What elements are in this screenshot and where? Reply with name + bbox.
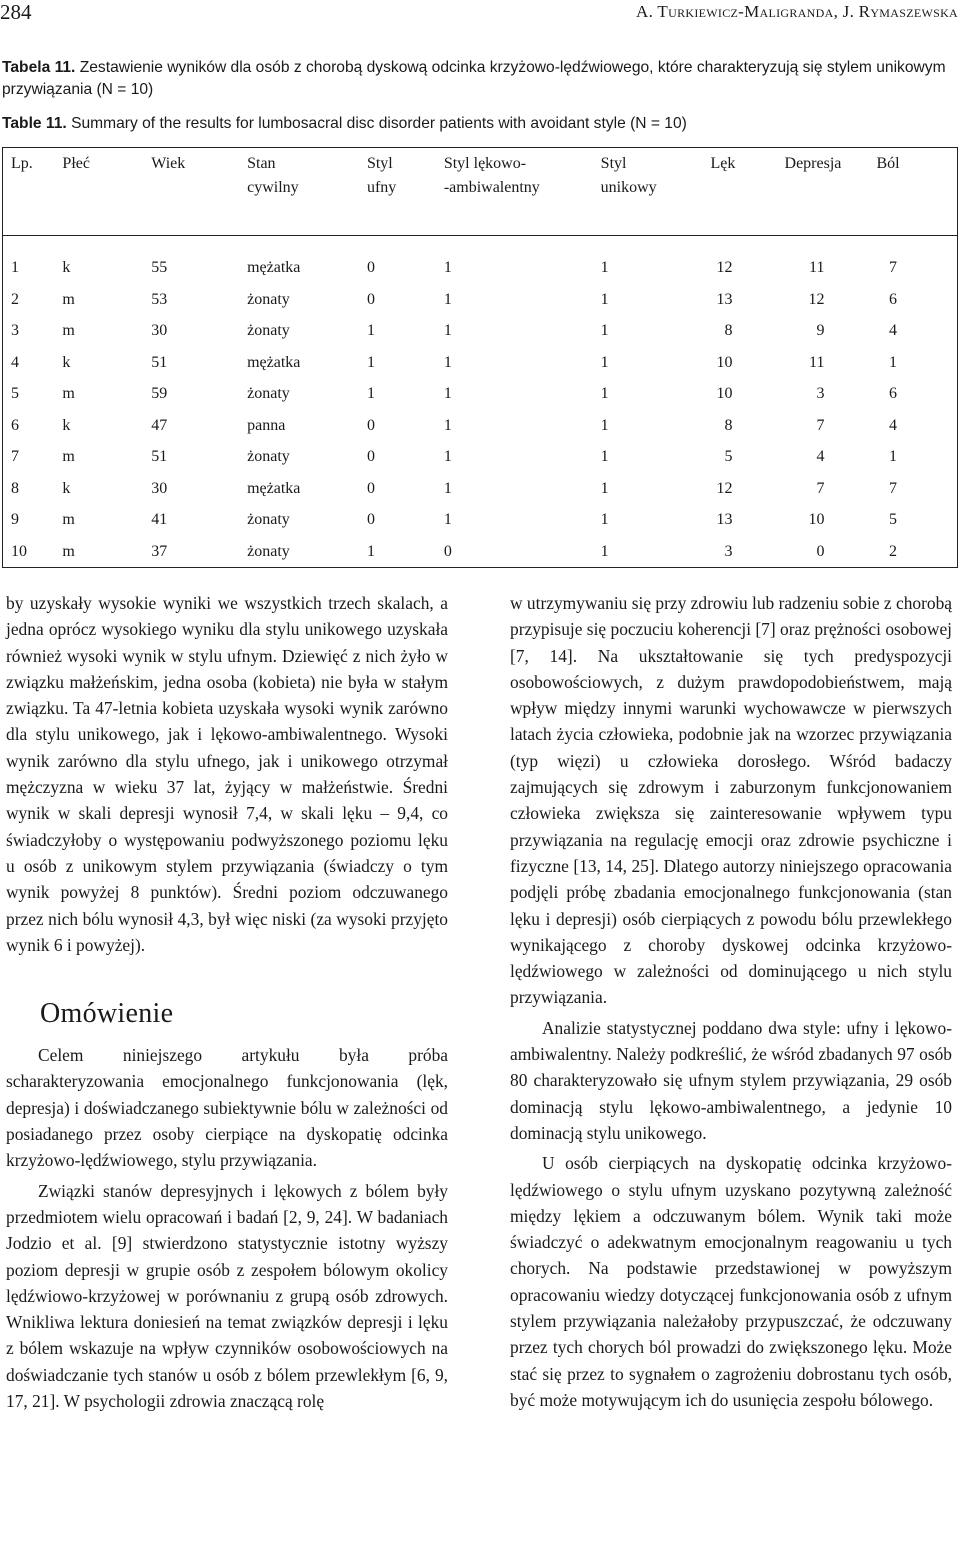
table-cell: 10 (3, 536, 63, 568)
table-cell: 6 (3, 410, 63, 442)
table-cell: 4 (3, 347, 63, 379)
table-cell: 1 (443, 290, 452, 308)
table-cell: 51 (151, 448, 168, 465)
table-cell: 1 (876, 441, 957, 473)
table-cell: 51 (151, 353, 168, 371)
table-cell: k (62, 353, 71, 371)
table-cell: m (62, 511, 75, 528)
table-cell: 7 (3, 441, 63, 473)
table-row (3, 284, 958, 316)
running-head-authors (636, 2, 958, 22)
table-cell: 4 (816, 448, 825, 465)
table-cell: żonaty (247, 511, 290, 528)
table-cell: 7 (816, 416, 825, 434)
table-cell: 1 (600, 290, 609, 308)
table-cell: 3 (816, 385, 825, 402)
header-cell-styl-unikowy: Styl unikowy (601, 148, 711, 236)
table-cell: 1 (443, 385, 452, 402)
table-cell: 10 (808, 511, 825, 528)
table-cell: 12 (716, 479, 733, 497)
table-cell: 6 (876, 284, 957, 316)
table-cell: 1 (3, 236, 63, 284)
table-cell: mężatka (247, 353, 301, 371)
table-cell: 1 (367, 536, 444, 568)
body-paragraph: Analizie statystycznej poddano dwa style: ufny i lękowo-ambiwalentny. Należy podkreślić, że wśród zbadanych 97 osób 80 charakteryzowało się ufnym stylem przywiązania, 29 osób dominacją stylu lękowo-ambiwalentnego, a jedynie 10 dominacją stylu unikowego. (510, 1017, 952, 1143)
table-cell: 37 (151, 536, 247, 568)
table-cell: 4 (876, 410, 957, 442)
caption-text: Zestawienie wyników dla osób z chorobą dyskową odcinka krzyżowo-lędźwiowego, które charakteryzują się stylem unikowym przywiązania (N = 10) (2, 59, 946, 98)
table-cell: 0 (366, 479, 375, 497)
table-cell: m (62, 385, 75, 402)
page-number: 284 (0, 0, 32, 24)
table-caption-english (2, 113, 958, 135)
table-row (3, 536, 958, 568)
table-cell: mężatka (247, 259, 301, 276)
table-cell: 12 (808, 290, 825, 308)
table-cell: 7 (816, 479, 825, 497)
table-row (3, 410, 958, 442)
table-row (3, 473, 958, 505)
right-text-column (510, 590, 952, 1413)
table-cell: 1 (366, 353, 375, 371)
header-cell-stan-cywilny: Stan cywilny (247, 148, 367, 236)
table-cell: 1 (600, 322, 609, 339)
table-cell: 5 (724, 448, 733, 465)
table-cell: 1 (443, 259, 452, 276)
body-paragraph: w utrzymywaniu się przy zdrowiu lub radzeniu sobie z chorobą przypisuje się poczuciu koherencji [7] oraz prężności osobowej [7, 14]. Na ukształtowanie się tych predyspozycji osobowościowych, z dużym prawdopodobieństwem, mają wpływ między innymi warunki wychowawcze w pierwszych latach życia człowieka, podobnie jak na wzorzec przywiązania (typ więzi) u człowieka dorosłego. Wśród badaczy zajmujących się zdrowym i zaburzonym funkcjonowaniem człowieka zwiększa się zainteresowanie wpływem typu przywiązania na regulację emocji oraz zdrowie psychiczne i fizyczne [13, 14, 25]. Dlatego autorzy niniejszego opracowania podjęli próbę zbadania emocjonalnego funkcjonowania (stan lęku i depresji) osób cierpiących z powodu bólu przewlekłego wynikającego z choroby dyskowej odcinka krzyżowo-lędźwiowego w zależności od dominującego u nich stylu przywiązania. (510, 593, 952, 1008)
table-cell: m (62, 290, 75, 308)
table-cell: 1 (600, 259, 609, 276)
table-cell: 30 (151, 479, 168, 497)
table-cell: 1 (443, 322, 452, 339)
table-row (3, 378, 958, 410)
table-cell: panna (247, 416, 286, 434)
table-cell: 55 (151, 259, 168, 276)
table-cell: 1 (443, 416, 452, 434)
table-cell: k (62, 416, 71, 434)
table-cell: 2 (876, 536, 957, 568)
table-row (3, 504, 958, 536)
table-cell: m (62, 448, 75, 465)
table-cell: 47 (151, 416, 168, 434)
table-cell: 8 (724, 416, 733, 434)
table-cell: m (62, 322, 75, 339)
table-row (3, 441, 958, 473)
table-cell: żonaty (247, 290, 290, 308)
table-cell: 1 (443, 448, 452, 465)
table-cell: 1 (600, 511, 609, 528)
table-cell: 0 (366, 448, 375, 465)
header-cell-wiek: Wiek (151, 148, 247, 236)
table-cell: k (62, 479, 71, 497)
author-part: , J. R (833, 2, 871, 21)
table-cell: 10 (716, 353, 733, 371)
table-header-row (3, 148, 958, 236)
table-cell: 11 (809, 259, 825, 276)
table-cell: 0 (366, 290, 375, 308)
table-cell: m (62, 536, 151, 568)
table-cell: 1 (443, 479, 452, 497)
table-cell: 11 (809, 353, 825, 371)
table-cell: mężatka (247, 479, 301, 497)
author-part: ymaszewska (870, 2, 958, 21)
table-cell: 5 (3, 378, 63, 410)
table-cell: 3 (711, 536, 785, 568)
body-paragraph: Związki stanów depresyjnych i lękowych z bólem były przedmiotem wielu opracowań i badań [2, 9, 24]. W badaniach Jodzio et al. [9] stwierdzono statystycznie istotny wyższy poziom depresji w grupie osób z zespołem bólowym okolicy lędźwiowo-krzyżowej w porównaniu z grupą osób zdrowych. Wnikliwa lektura doniesień na temat związków depresji i lęku z bólem wskazuje na wpływ czynników osobowościowych na doświadczanie tych stanów u osób z bólem przewlekłym [6, 9, 17, 21]. W psychologii zdrowia znaczącą rolę (6, 1180, 448, 1412)
table-cell: 2 (3, 284, 63, 316)
table-cell: 0 (444, 536, 601, 568)
caption-label: Table 11. (2, 115, 67, 132)
table-cell: 5 (876, 504, 957, 536)
table-cell: 1 (443, 511, 452, 528)
results-table (2, 147, 958, 568)
table-cell: 8 (724, 322, 733, 339)
table-cell: 0 (366, 259, 375, 276)
author-part: -M (738, 2, 760, 21)
left-text-column (6, 590, 448, 1414)
caption-text: Summary of the results for lumbosacral disc disorder patients with avoidant style (N = 10) (66, 115, 687, 132)
author-part: urkiewicz (668, 2, 739, 21)
table-row (3, 236, 958, 284)
table-cell: 53 (151, 290, 168, 308)
table-cell: 1 (600, 353, 609, 371)
table-cell: 41 (151, 511, 168, 528)
table-cell: 4 (876, 315, 957, 347)
table-row (3, 347, 958, 379)
table-cell: żonaty (247, 385, 290, 402)
header-cell-styl-lekowo-ambiwalentny: Styl lękowo- -ambiwalentny (444, 148, 601, 236)
table-cell: 9 (816, 322, 825, 339)
table-cell: 1 (600, 385, 609, 402)
header-cell-lp: Lp. (3, 148, 63, 236)
table-caption-polish (2, 57, 958, 101)
body-paragraph: Celem niniejszego artykułu była próba scharakteryzowania emocjonalnego funkcjonowania (lęk, depresja) i doświadczanego subiektywnie bólu w zależności od posiadanego przez osoby cierpiące na dyskopatię odcinka krzyżowo-lędźwiowego, stylu przywiązania. (6, 1045, 448, 1171)
table-cell: 1 (876, 347, 957, 379)
header-cell-plec: Płeć (62, 148, 151, 236)
author-part: aligranda (759, 2, 834, 21)
table-cell: 1 (600, 448, 609, 465)
table-cell: 7 (876, 473, 957, 505)
table-cell: 1 (601, 536, 711, 568)
body-paragraph: U osób cierpiących na dyskopatię odcinka krzyżowo-lędźwiowego o stylu ufnym uzyskano pozytywną zależność między lękiem a odczuwanym bólem. Wynik taki może świadczyć o adekwatnym emocjonalnym reagowaniu u tych chorych. Na podstawie przedstawionej w powyższym opracowaniu wiedzy dotyczącej funkcjonowania osób z ufnym stylem przywiązania należałoby przypuszczać, że odczuwany przez tych chorych ból prowadzi do zwiększonego lęku. Może stać się przez to sygnałem o zagrożeniu dobrostanu tych osób, być może motywującym ich do usunięcia zespołu bólowego. (510, 1153, 952, 1410)
table-cell: 8 (3, 473, 63, 505)
table-cell: 13 (716, 511, 733, 528)
table-row (3, 315, 958, 347)
table-cell: 0 (366, 416, 375, 434)
caption-label: Tabela 11. (2, 59, 76, 76)
table-cell: 7 (876, 236, 957, 284)
header-cell-styl-ufny: Styl ufny (367, 148, 444, 236)
table-cell: 10 (716, 385, 733, 402)
table-cell: 59 (151, 385, 168, 402)
table-cell: 1 (366, 385, 375, 402)
table-cell: 9 (3, 504, 63, 536)
table-cell: żonaty (247, 322, 290, 339)
table-cell: 1 (366, 322, 375, 339)
body-paragraph: by uzyskały wysokie wyniki we wszystkich trzech skalach, a jedna oprócz wysokiego wyniku dla stylu unikowego uzyskała również wysoki wynik w stylu ufnym. Dziewięć z nich żyło w związku małżeńskim, jedna osoba (kobieta) nie była w stałym związku. Ta 47-letnia kobieta uzyskała wysoki wynik zarówno dla stylu unikowego, jak i lękowo-ambiwalentnego. Wysoki wynik zarówno dla stylu ufnego, jak i unikowego otrzymał mężczyzna w wieku 37 lat, żyjący w małżeństwie. Średni wynik w skali depresji wynosił 7,4, w skali lęku – 9,4, co świadczyłoby o występowaniu podwyższonego poziomu lęku u osób z unikowym stylem przywiązania (świadczy o tym wynik powyżej 8 punktów). Średni poziom odczuwanego przez nich bólu wynosił 4,3, był więc niski (za wysoki przyjęto wynik 6 i powyżej). (6, 593, 448, 955)
table-cell: 1 (600, 416, 609, 434)
table-cell: 3 (3, 315, 63, 347)
table-cell: 13 (716, 290, 733, 308)
table-cell: 0 (366, 511, 375, 528)
author-part: A. T (636, 2, 669, 21)
table-cell: 0 (785, 536, 877, 568)
section-heading: Omówienie (40, 998, 174, 1030)
header-cell-bol: Ból (876, 148, 957, 236)
header-cell-lek: Lęk (711, 148, 785, 236)
table-cell: żonaty (247, 536, 367, 568)
table-cell: k (62, 259, 71, 276)
table-cell: 1 (600, 479, 609, 497)
table-cell: 30 (151, 322, 168, 339)
table-cell: 1 (443, 353, 452, 371)
header-cell-depresja: Depresja (785, 148, 877, 236)
table-cell: 12 (716, 259, 733, 276)
table-cell: 6 (876, 378, 957, 410)
table-cell: żonaty (247, 448, 290, 465)
